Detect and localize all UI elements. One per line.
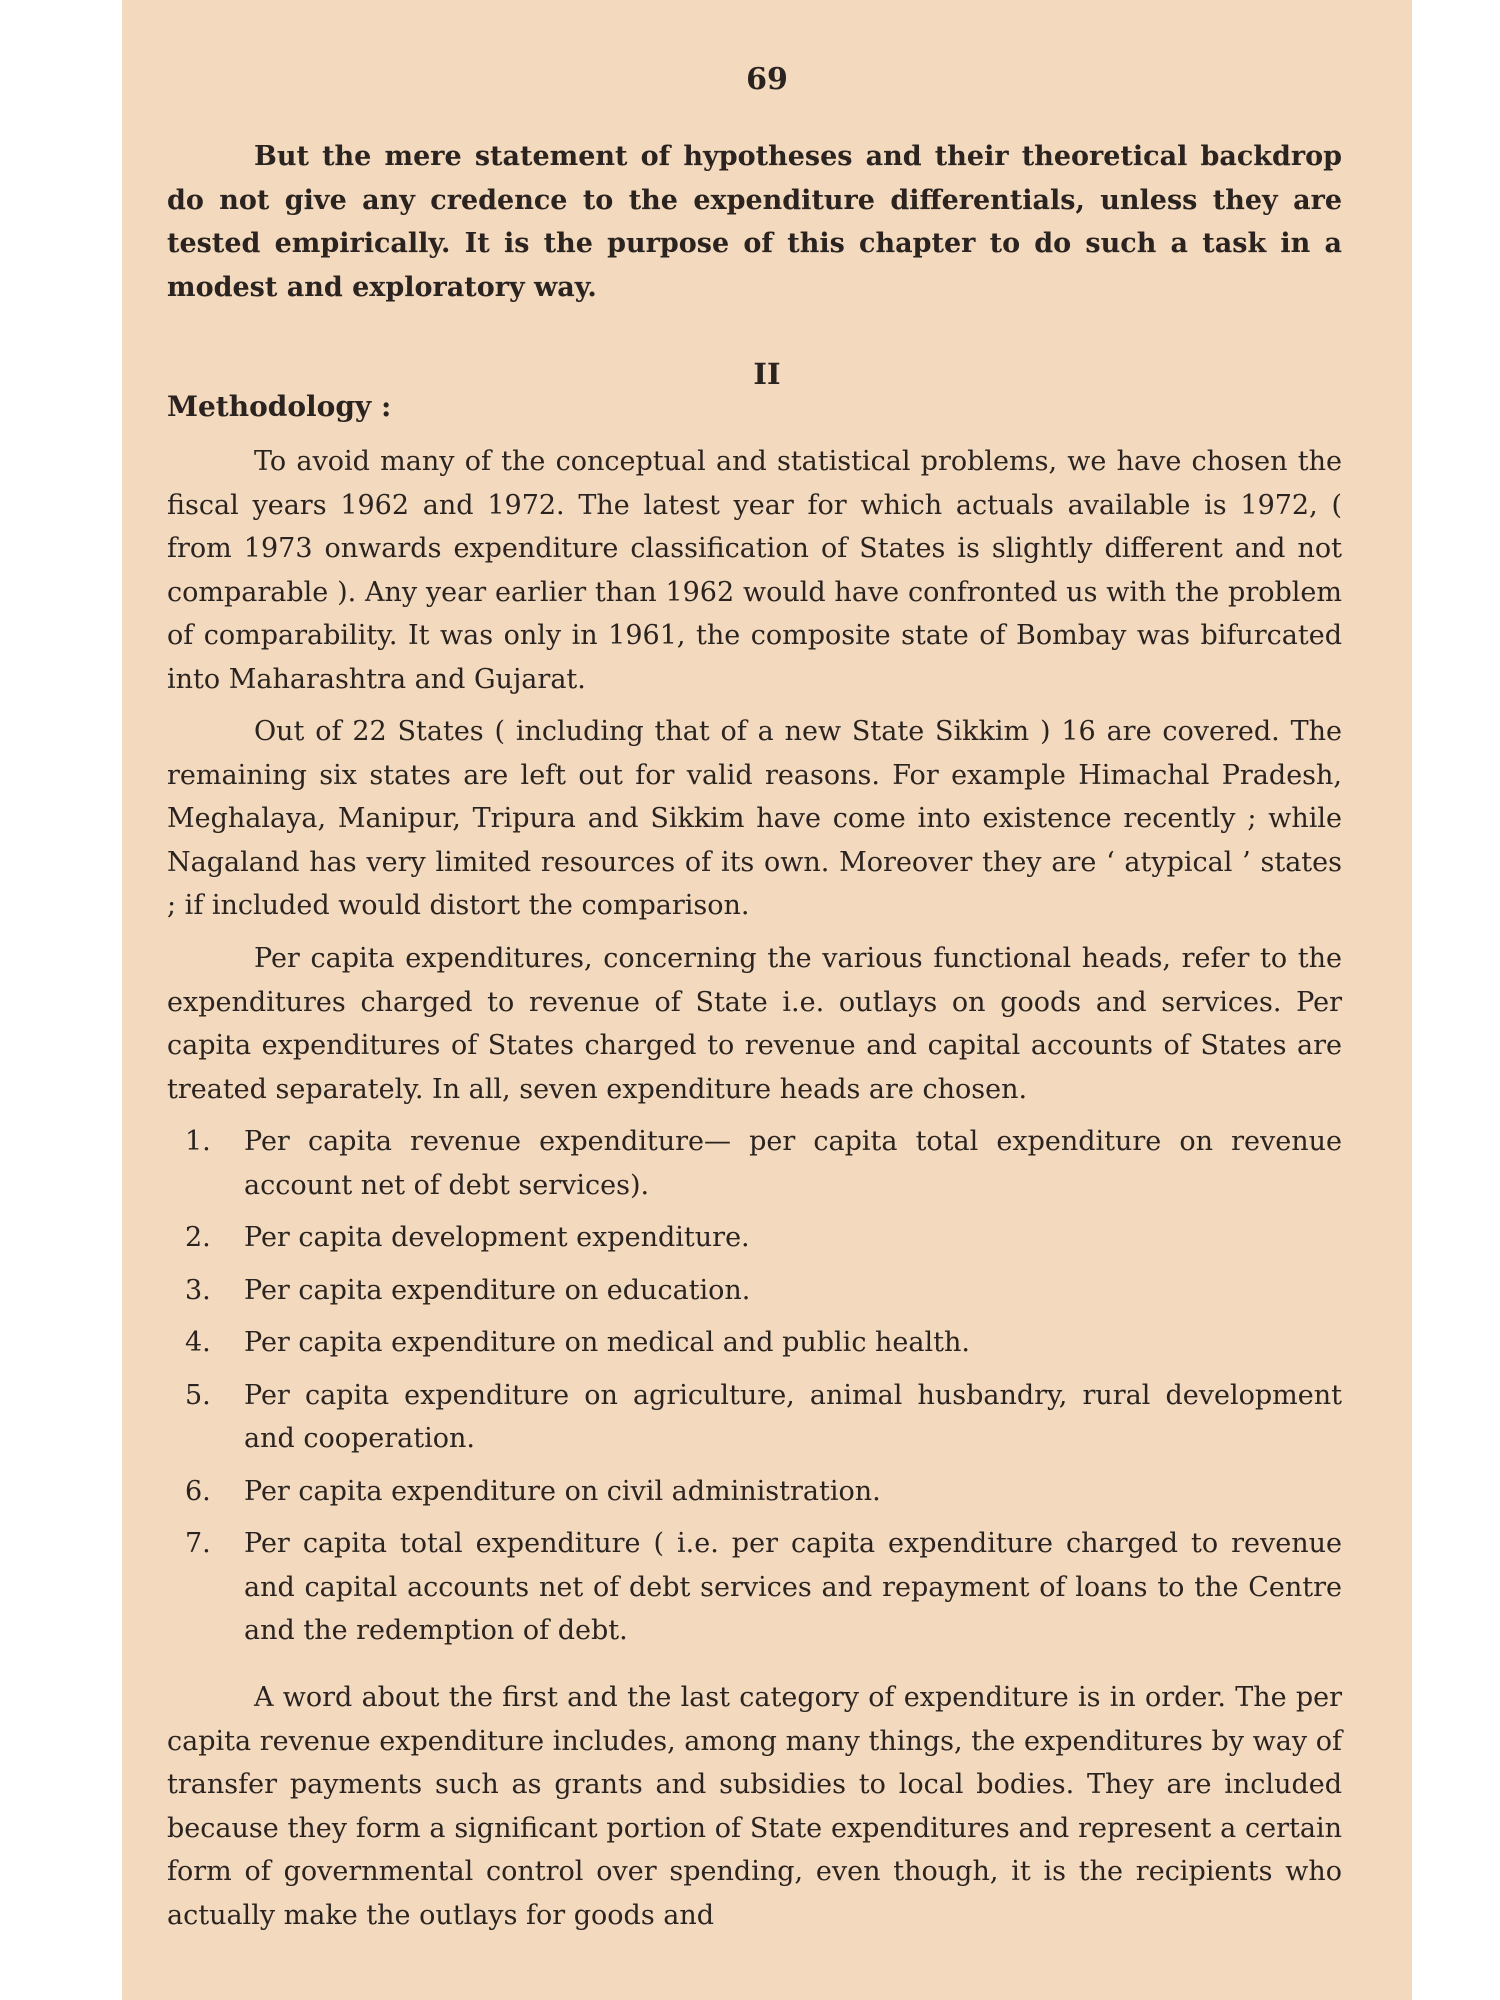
closing-block bbox=[167, 1676, 1342, 1937]
section-number: II bbox=[753, 357, 781, 391]
methodology-block-3 bbox=[167, 937, 1342, 1111]
methodology-paragraph-1: To avoid many of the conceptual and statistical problems, we have chosen the fiscal years 1962 and 1972. The latest year for which actuals available is 1972, ( from 1973 onwards expenditure classification of States is slightly different and not comparable ). Any year earlier than 1962 would have confronted us with the problem of comparability. It was only in 1961, the composite state of Bombay was bifurcated into Maharashtra and Gujarat. bbox=[167, 446, 1342, 695]
section-heading: Methodology : bbox=[167, 390, 392, 423]
closing-paragraph: A word about the first and the last category of expenditure is in order. The per capita revenue expenditure includes, among many things, the expenditures by way of transfer payments such as grants and subsidies to local bodies. They are included because they form a significant portion of State expenditures and represent a certain form of governmental control over spending, even though, it is the recipients who actually make the outlays for goods and bbox=[167, 1682, 1342, 1931]
list-item: 2. Per capita development expenditure. bbox=[185, 1222, 750, 1253]
book-page bbox=[122, 0, 1412, 2000]
intro-block bbox=[167, 135, 1342, 309]
list-item: 7. Per capita total expenditure ( i.e. per capita expenditure charged to revenue and capital accounts net of debt services and repayment of loans to the Centre and the redemption of debt. bbox=[185, 1528, 1342, 1646]
list-item: 6. Per capita expenditure on civil administration. bbox=[185, 1475, 881, 1507]
intro-paragraph: But the mere statement of hypotheses and their theoretical backdrop do not give any credence to the expenditure differentials, unless they are tested empirically. It is the purpose of this chapter to do such a task in a modest and exploratory way. bbox=[167, 141, 1342, 303]
list-item: 5. Per capita expenditure on agriculture, animal husbandry, rural development and cooperation. bbox=[185, 1379, 1342, 1454]
methodology-paragraph-3: Per capita expenditures, concerning the various functional heads, refer to the expenditures charged to revenue of State i.e. outlays on goods and services. Per capita expenditures of States charged to revenue and capital accounts of States are treated separately. In all, seven expenditure heads are chosen. bbox=[167, 943, 1342, 1105]
list-item: 4. Per capita expenditure on medical and public health. bbox=[185, 1327, 970, 1358]
methodology-block-1 bbox=[167, 440, 1342, 701]
list-item: 1. Per capita revenue expenditure— per capita total expenditure on revenue account net of debt services). bbox=[185, 1126, 1342, 1201]
methodology-paragraph-2: Out of 22 States ( including that of a new State Sikkim ) 16 are covered. The remaining six states are left out for valid reasons. For example Himachal Pradesh, Meghalaya, Manipur, Tripura and Sikkim have come into existence recently ; while Nagaland has very limited resources of its own. Moreover they are ‘ atypical ’ states ; if included would distort the comparison. bbox=[167, 716, 1342, 921]
methodology-block-2 bbox=[167, 710, 1342, 928]
list-item: 3. Per capita expenditure on education. bbox=[185, 1274, 751, 1306]
expenditure-heads-list bbox=[167, 1120, 1342, 1662]
page-number: 69 bbox=[746, 62, 788, 97]
